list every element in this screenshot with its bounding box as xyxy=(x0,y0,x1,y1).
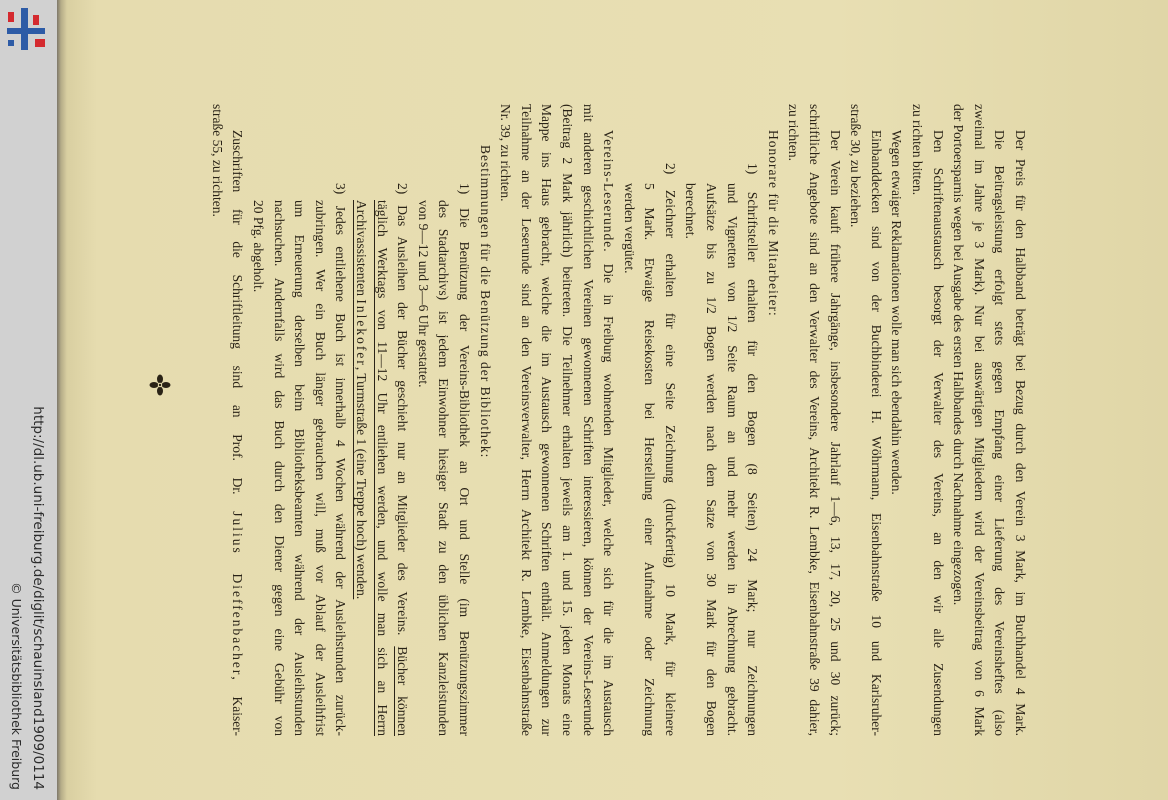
text-segment: 2) Das Ausleihen der Bücher geschieht nur an Mitglieder des Vereins. xyxy=(395,183,411,647)
text-line: der Portoersparnis wegen bei Ausgabe des ersten Halbbandes durch Nachnahme eingezogen. xyxy=(951,104,967,606)
list-item: 1) Schriftsteller erhalten für den Bogen (8 Seiten) 24 Mark; nur Zeichnungen xyxy=(745,163,761,736)
source-url: http://dl.ub.uni-freiburg.de/diglit/schauinsland1909/0114 xyxy=(30,406,46,790)
underlined-text: Bücher können xyxy=(395,646,411,736)
text-line: berechnet. xyxy=(683,183,699,239)
text-line: zubringen. Wer ein Buch länger gebrauchen will, muß vor Ablauf der Ausleihfrist xyxy=(312,200,328,736)
underlined-text xyxy=(350,104,371,736)
text-line: zu richten. xyxy=(786,104,802,161)
text-segment: Zuschriften für die Schriftleitung sind an Prof. Dr. xyxy=(230,130,246,512)
text-line: (Beitrag 2 Mark jährlich) beitreten. Die Teilnehmer erhalten jeweils am 1. und 15. jeden Monats eine xyxy=(559,104,575,736)
leserunde-title: Vereins-Leserunde. xyxy=(601,130,617,253)
spaced-name: Inlekofer xyxy=(354,299,369,367)
text-line: Einbanddecken sind von der Buchbinderei H. Wöhrmann, Eisenbahnstraße 10 und Karlsruher- xyxy=(868,130,884,736)
text-line: 20 Pfg. abgeholt. xyxy=(251,200,267,293)
text-segment: Die in Freiburg wohnenden Mitglieder, welche sich für die im Austausch xyxy=(601,252,617,736)
text-line: zu richten bitten. xyxy=(910,104,926,196)
text-line: Nr. 39, zu richten. xyxy=(498,104,514,202)
spaced-name: Julius Dieffenbacher xyxy=(230,511,246,677)
text-segment: , Turmstraße 1 (eine Treppe hoch) wenden. xyxy=(354,366,369,600)
bibliothek-heading: Bestimmungen für die Benützung der Bibliothek: xyxy=(477,145,493,459)
text-line: von 9—12 und 3—6 Uhr gestattet. xyxy=(415,200,431,388)
text-line: Aufsätze bis zu 1/2 Bogen werden nach dem Satze von 30 Mark für den Bogen xyxy=(704,183,720,736)
text-line: Die Beitragsleistung erfolgt stets gegen Empfang einer Lieferung des Vereinsheftes (also xyxy=(992,130,1008,736)
text-line: Teilnahme an der Leserunde sind an den Vereinsverwalter, Herrn Architekt R. Lembke, Eisenbahnstraße xyxy=(518,104,534,736)
fleuron-icon xyxy=(149,374,171,396)
viewer-sidebar xyxy=(0,0,57,800)
text-line: Mappe ins Haus gebracht, welche die im Austausch gewonnenen Schriften enthält. Anmeldungen zur xyxy=(539,104,555,736)
text-line: Der Verein kauft frühere Jahrgänge, insbesondere Jahrlauf 1—6, 13, 17, 20, 25 und 30 zurück; xyxy=(827,130,843,736)
list-item xyxy=(392,104,413,736)
text-segment: Archivassistenten xyxy=(354,200,369,300)
text-line: um Erneuerung derselben beim Bibliotheksbeamten während der Ausleihstunden xyxy=(292,200,308,736)
text-line xyxy=(598,104,619,736)
text-line: straße 30, zu beziehen. xyxy=(848,104,864,228)
document-text xyxy=(206,104,1030,736)
text-line: des Stadtarchivs) ist jedem Einwohner hiesiger Stadt zu den üblichen Kanzleistunden xyxy=(436,200,452,736)
text-line: und Vignetten von 1/2 Seite Raum an und mehr werden in Abrechnung gebracht. xyxy=(724,183,740,736)
text-line: 5 Mark. Etwaige Reisekosten bei Herstellung einer Aufnahme oder Zeichnung xyxy=(642,183,658,736)
text-line: werden vergütet. xyxy=(621,183,637,274)
text-line: straße 55, zu richten. xyxy=(209,104,225,217)
watermark-text xyxy=(5,0,49,790)
honorare-heading: Honorare für die Mitarbeiter: xyxy=(765,130,781,317)
list-item: 1) Die Benützung der Vereins-Bibliothek an Ort und Stelle (im Benützungszimmer xyxy=(456,183,472,736)
copyright-notice: © Universitätsbibliothek Freiburg xyxy=(9,582,24,790)
list-item: 2) Zeichner erhalten für eine Seite Zeichnung (druckfertig) 10 Mark, für kleinere xyxy=(662,163,678,736)
text-line: Wegen etwaiger Reklamationen wolle man sich ebendahin wenden. xyxy=(889,130,905,495)
underlined-text: täglich Werktags von 11—12 Uhr entliehen werden, und wolle man sich an Herrn xyxy=(374,200,390,736)
text-line xyxy=(227,104,248,736)
text-line: nachsuchen. Andernfalls wird das Buch durch den Diener gegen eine Gebühr von xyxy=(271,200,287,736)
text-line: mit anderen geschichtlichen Vereinen gewonnenen Schriften interessieren, können der Vereins-Leserunde xyxy=(580,104,596,736)
text-segment: , Kaiser- xyxy=(230,676,246,736)
text-line: zweimal im Jahre je 3 Mark). Nur bei auswärtigen Mitgliedern wird der Vereinsbeitrag von 6 Mark xyxy=(971,104,987,736)
list-item: 3) Jedes entliehene Buch ist innerhalb 4 Wochen während der Ausleihstunden zurück- xyxy=(333,183,349,736)
text-line: Den Schriftenaustausch besorgt der Verwalter des Vereins, an den wir alle Zusendungen xyxy=(930,130,946,736)
text-line: Der Preis für den Halbband beträgt bei Bezug durch den Verein 3 Mark, im Buchhandel 4 Mark. xyxy=(1013,130,1028,736)
text-line: schriftliche Angebote sind an den Verwalter des Vereins, Architekt R. Lembke, Eisenbahnstraße 39 dahier, xyxy=(807,104,823,736)
